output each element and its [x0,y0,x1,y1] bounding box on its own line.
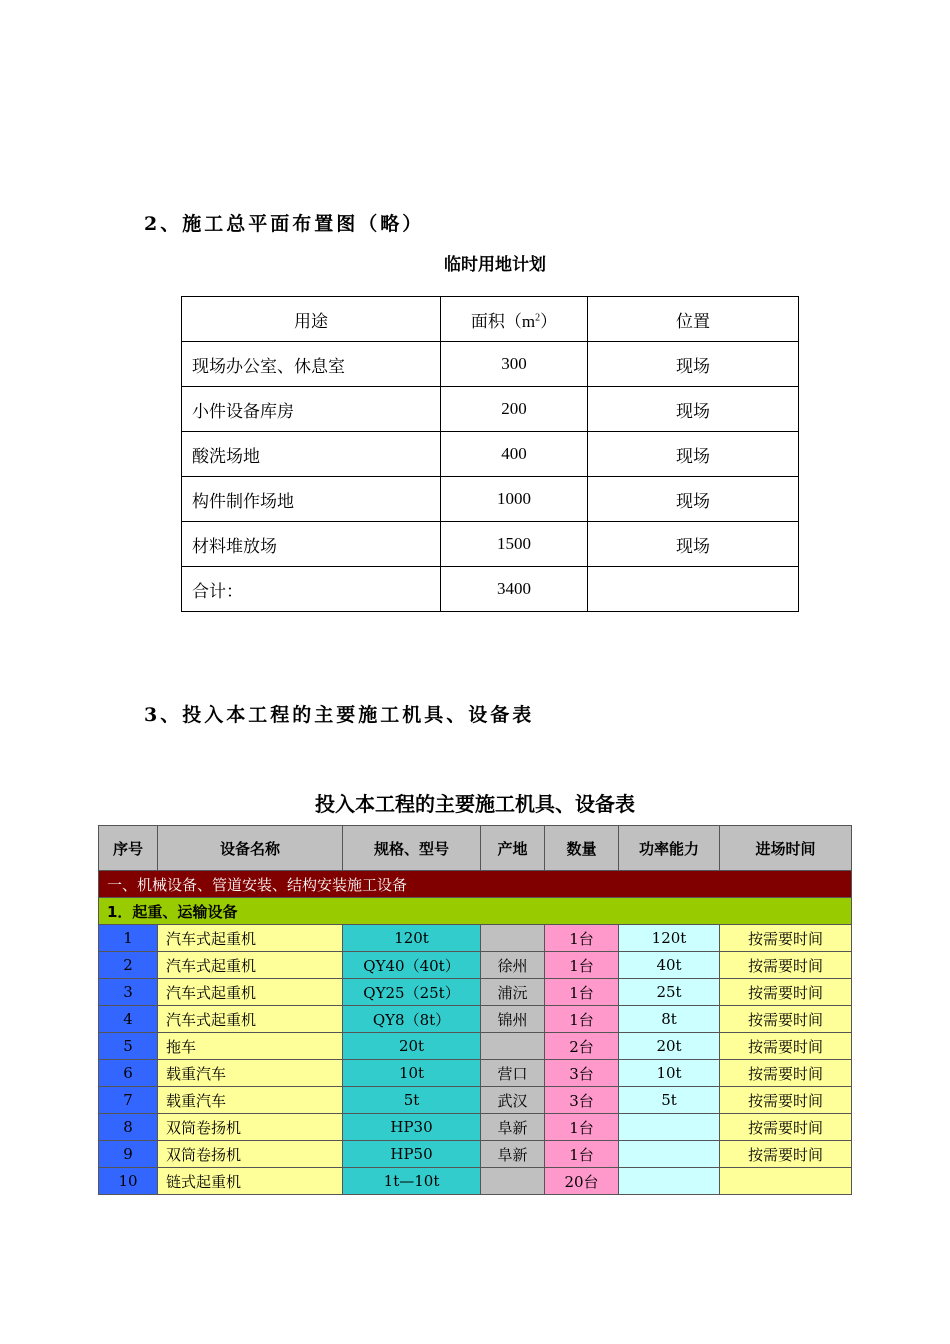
header-name: 设备名称 [158,826,343,871]
subcategory-row-lifting [99,898,852,925]
land-total-label: 合计： [182,567,441,612]
row-qty: 2台 [545,1033,619,1060]
row-power: 40t [619,952,720,979]
category-label: 一、机械设备、管道安装、结构安装施工设备 [99,871,852,898]
land-table-header-row [182,297,799,342]
row-no: 8 [99,1114,158,1141]
row-origin: 阜新 [481,1114,545,1141]
row-no: 4 [99,1006,158,1033]
row-origin [481,1168,545,1195]
row-no: 2 [99,952,158,979]
row-name: 拖车 [158,1033,343,1060]
row-qty: 1台 [545,1141,619,1168]
row-qty: 1台 [545,979,619,1006]
header-use: 用途 [182,297,441,342]
row-origin: 徐州 [481,952,545,979]
land-total-area: 3400 [441,567,588,612]
row-no: 6 [99,1060,158,1087]
land-location-cell: 现场 [588,387,799,432]
category-row-machinery [99,871,852,898]
row-power: 5t [619,1087,720,1114]
land-table-total-row [182,567,799,612]
row-name: 汽车式起重机 [158,925,343,952]
row-name: 载重汽车 [158,1087,343,1114]
land-table-row [182,432,799,477]
header-area [441,297,588,342]
header-qty: 数量 [545,826,619,871]
row-time: 按需要时间 [720,1060,852,1087]
header-area-label: 面积（m [470,311,536,331]
table-row [99,1141,852,1168]
row-no: 7 [99,1087,158,1114]
row-qty: 1台 [545,1006,619,1033]
land-area-cell: 200 [441,387,588,432]
header-power: 功率能力 [619,826,720,871]
land-location-cell: 现场 [588,522,799,567]
row-power [619,1114,720,1141]
row-name: 汽车式起重机 [158,979,343,1006]
header-no: 序号 [99,826,158,871]
land-table-row [182,342,799,387]
row-origin: 阜新 [481,1141,545,1168]
table-row [99,1168,852,1195]
header-time: 进场时间 [720,826,852,871]
row-time: 按需要时间 [720,1006,852,1033]
row-origin: 营口 [481,1060,545,1087]
row-no: 10 [99,1168,158,1195]
land-use-cell: 材料堆放场 [182,522,441,567]
land-plan-title: 临时用地计划 [444,255,546,275]
row-power [619,1141,720,1168]
land-use-cell: 现场办公室、休息室 [182,342,441,387]
row-origin [481,925,545,952]
row-spec: HP50 [343,1141,481,1168]
row-qty: 20台 [545,1168,619,1195]
table-row [99,1087,852,1114]
row-spec: 1t—10t [343,1168,481,1195]
row-time: 按需要时间 [720,1141,852,1168]
table-row [99,925,852,952]
land-total-location [588,567,799,612]
row-name: 载重汽车 [158,1060,343,1087]
row-no: 3 [99,979,158,1006]
equipment-header-row [99,826,852,871]
header-spec: 规格、型号 [343,826,481,871]
subcategory-label: 1．起重、运输设备 [99,898,852,925]
land-table-row [182,522,799,567]
table-row [99,1006,852,1033]
row-time: 按需要时间 [720,979,852,1006]
row-qty: 1台 [545,925,619,952]
section-2-heading: 2、施工总平面布置图（略） [144,213,425,235]
table-row [99,952,852,979]
row-spec: QY25（25t） [343,979,481,1006]
header-area-close: ） [540,311,558,331]
row-origin [481,1033,545,1060]
row-spec: 20t [343,1033,481,1060]
row-qty: 1台 [545,952,619,979]
row-power: 20t [619,1033,720,1060]
row-power [619,1168,720,1195]
row-name: 汽车式起重机 [158,952,343,979]
table-row [99,979,852,1006]
row-power: 8t [619,1006,720,1033]
section-3-heading: 3、投入本工程的主要施工机具、设备表 [144,704,535,726]
row-no: 9 [99,1141,158,1168]
row-origin: 锦州 [481,1006,545,1033]
land-use-cell: 小件设备库房 [182,387,441,432]
row-name: 汽车式起重机 [158,1006,343,1033]
row-qty: 3台 [545,1060,619,1087]
row-qty: 3台 [545,1087,619,1114]
land-table-row [182,387,799,432]
row-time: 按需要时间 [720,952,852,979]
land-area-cell: 1000 [441,477,588,522]
equipment-table-title: 投入本工程的主要施工机具、设备表 [315,792,635,816]
row-time: 按需要时间 [720,925,852,952]
row-time: 按需要时间 [720,1114,852,1141]
table-row [99,1060,852,1087]
row-spec: 5t [343,1087,481,1114]
land-plan-table [181,296,799,612]
row-spec: 120t [343,925,481,952]
land-area-cell: 400 [441,432,588,477]
header-location: 位置 [588,297,799,342]
row-name: 链式起重机 [158,1168,343,1195]
row-no: 5 [99,1033,158,1060]
row-spec: QY8（8t） [343,1006,481,1033]
row-origin: 武汉 [481,1087,545,1114]
land-table-row [182,477,799,522]
row-name: 双筒卷扬机 [158,1141,343,1168]
row-name: 双筒卷扬机 [158,1114,343,1141]
land-location-cell: 现场 [588,342,799,387]
table-row [99,1033,852,1060]
row-power: 10t [619,1060,720,1087]
land-area-cell: 1500 [441,522,588,567]
row-spec: 10t [343,1060,481,1087]
row-power: 25t [619,979,720,1006]
land-area-cell: 300 [441,342,588,387]
row-spec: HP30 [343,1114,481,1141]
row-qty: 1台 [545,1114,619,1141]
row-time: 按需要时间 [720,1033,852,1060]
row-no: 1 [99,925,158,952]
row-origin: 浦沅 [481,979,545,1006]
land-use-cell: 酸洗场地 [182,432,441,477]
header-area-sup: 2 [535,311,541,323]
equipment-table [98,825,852,1195]
header-origin: 产地 [481,826,545,871]
land-use-cell: 构件制作场地 [182,477,441,522]
land-location-cell: 现场 [588,477,799,522]
table-row [99,1114,852,1141]
row-power: 120t [619,925,720,952]
land-location-cell: 现场 [588,432,799,477]
row-time [720,1168,852,1195]
row-spec: QY40（40t） [343,952,481,979]
row-time: 按需要时间 [720,1087,852,1114]
